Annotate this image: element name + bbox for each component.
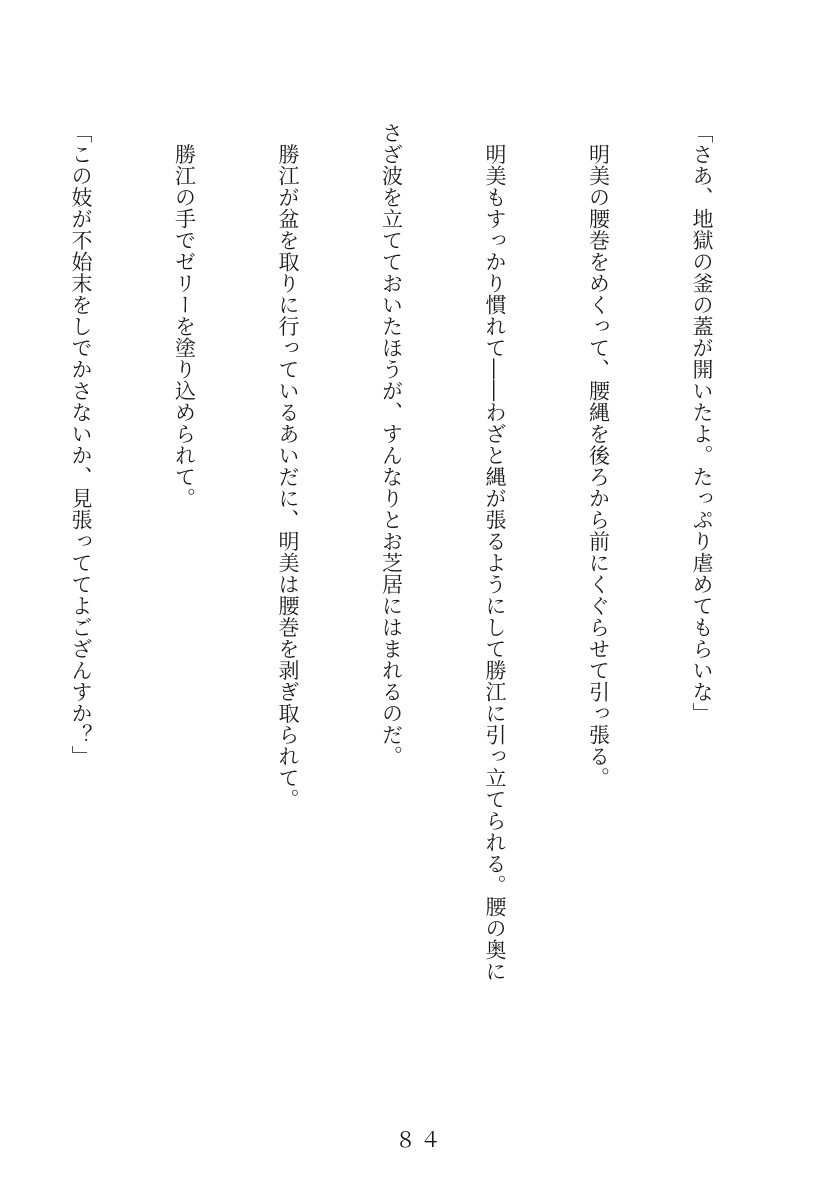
text-line: さざ波を立てておいたほうが、すんなりとお芝居にはまれるのだ。 [379,122,404,767]
vertical-text-body [0,122,788,1042]
page-number: ８４ [395,1128,445,1152]
text-line: 明美もすっかり慣れて――わざと縄が張るようにして勝江に引っ立てられる。腰の奥に [483,122,507,982]
text-line: 「この妓が不始末をしでかさないか、見張っててよござんすか？」 [69,122,93,767]
text-line: 勝江が盆を取りに行っているあいだに、明美は腰巻を剥ぎ取られて。 [276,122,300,810]
text-line: 勝江の手でゼリーを塗り込められて。 [172,122,197,509]
text-line: 明美の腰巻をめくって、腰縄を後ろから前にくぐらせて引っ張る。 [586,122,611,789]
text-line: 「さあ、地獄の釜の蓋が開いたよ。たっぷり虐めてもらいな」 [690,122,714,724]
